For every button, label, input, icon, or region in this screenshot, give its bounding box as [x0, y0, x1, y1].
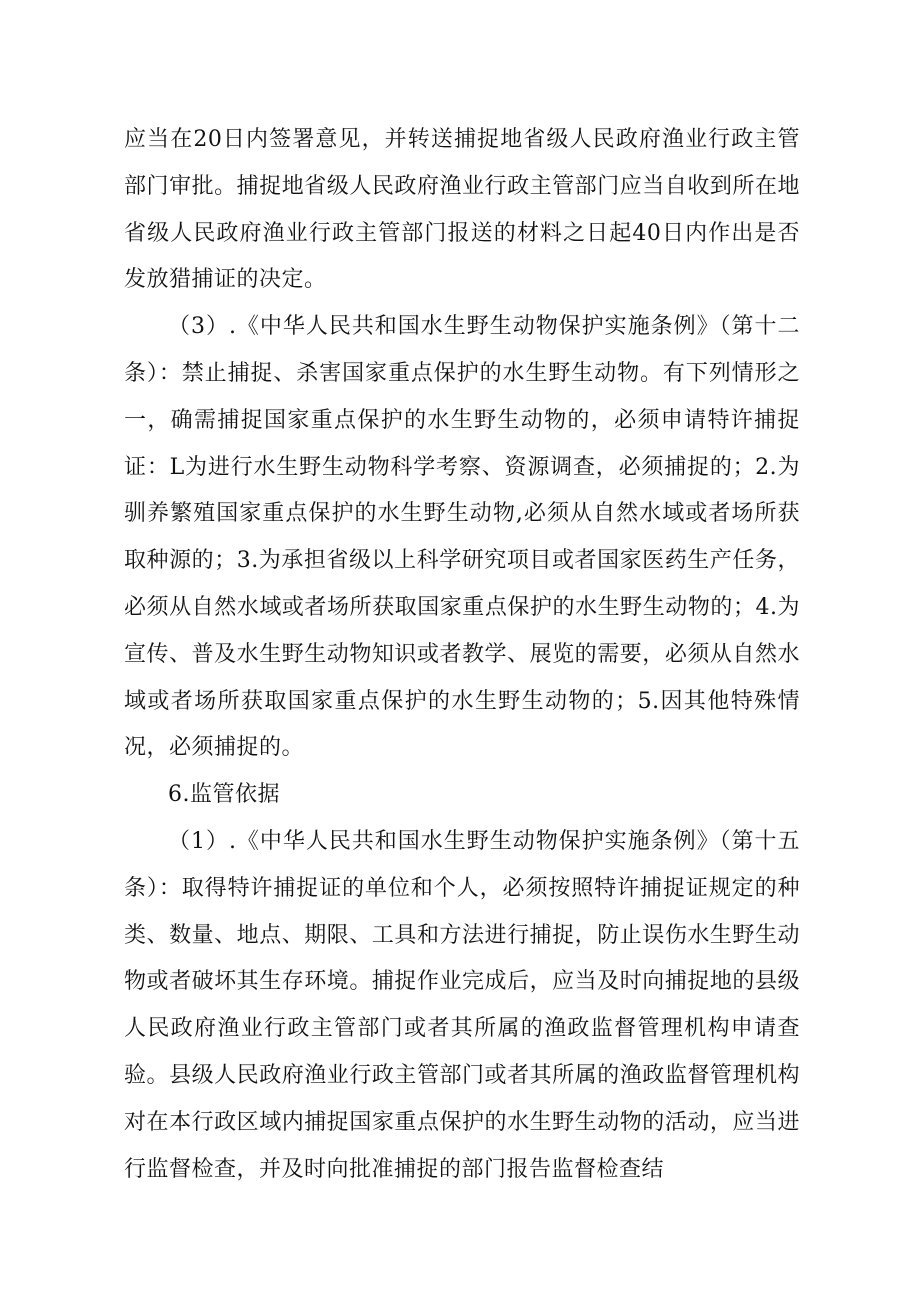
document-body: [124, 117, 800, 1193]
paragraph-article-15: （1）.《中华人民共和国水生野生动物保护实施条例》（第十五条）：取得特许捕捉证的单位和个人，必须按照特许捕捉证规定的种类、数量、地点、期限、工具和方法进行捕捉，防止误伤水生野生动物或者破坏其生存环境。捕捉作业完成后，应当及时向捕捉地的县级人民政府渔业行政主管部门或者其所属的渔政监督管理机构申请查验。县级人民政府渔业行政主管部门或者其所属的渔政监督管理机构对在本行政区域内捕捉国家重点保护的水生野生动物的活动，应当进行监督检查，并及时向批准捕捉的部门报告监督检查结: [124, 828, 800, 1182]
paragraph-continuation: 应当在20日内签署意见，并转送捕捉地省级人民政府渔业行政主管部门审批。捕捉地省级人民政府渔业行政主管部门应当自收到所在地省级人民政府渔业行政主管部门报送的材料之日起40日内作出是否发放猎捕证的决定。: [124, 127, 800, 293]
paragraph-article-12: （3）.《中华人民共和国水生野生动物保护实施条例》（第十二条）：禁止捕捉、杀害国家重点保护的水生野生动物。有下列情形之一，确需捕捉国家重点保护的水生野生动物的，必须申请特许捕捉证：L为进行水生野生动物科学考察、资源调查，必须捕捉的；2.为驯养繁殖国家重点保护的水生野生动物,必须从自然水域或者场所获取种源的；3.为承担省级以上科学研究项目或者国家医药生产任务，必须从自然水域或者场所获取国家重点保护的水生野生动物的；4.为宣传、普及水生野生动物知识或者教学、展览的需要，必须从自然水域或者场所获取国家重点保护的水生野生动物的；5.因其他特殊情况，必须捕捉的。: [124, 314, 800, 761]
section-heading-supervision-basis: 6.监管依据: [168, 782, 280, 808]
